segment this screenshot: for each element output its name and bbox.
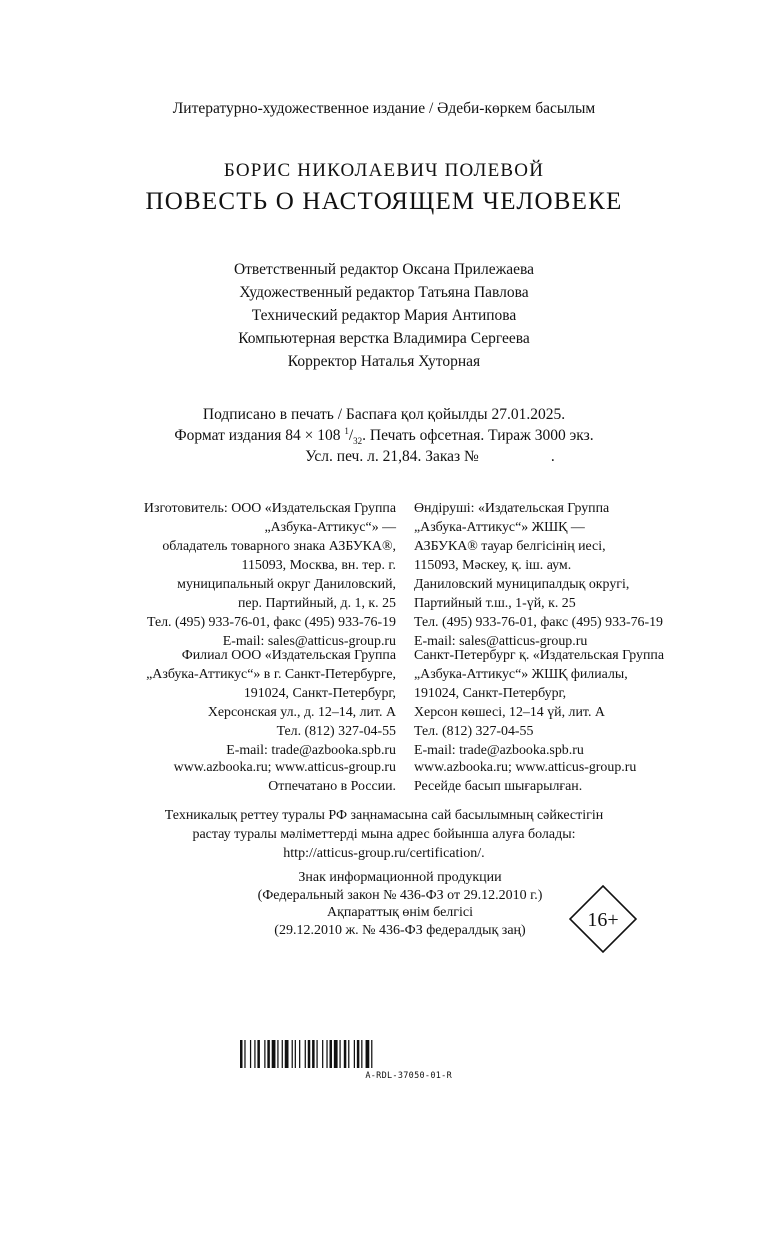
address-line: Партийный т.ш., 1-үй, к. 25 bbox=[414, 596, 576, 611]
barcode-bar bbox=[305, 1040, 306, 1068]
info-line: (29.12.2010 ж. № 436-ФЗ федералдық заң) bbox=[274, 922, 526, 938]
barcode-bar bbox=[366, 1040, 370, 1068]
format-sub: 32 bbox=[353, 436, 363, 447]
address-line: 115093, Мәскеу, қ. іш. аум. bbox=[414, 558, 572, 573]
branch-ru bbox=[80, 646, 396, 760]
barcode-bar bbox=[334, 1040, 338, 1068]
manufacturer-ru bbox=[80, 499, 396, 651]
tech-regulation bbox=[0, 806, 768, 863]
barcode-bar bbox=[348, 1040, 349, 1068]
address-line: Филиал ООО «Издательская Группа bbox=[181, 648, 396, 663]
barcode-bar bbox=[285, 1040, 289, 1068]
barcode-bar bbox=[272, 1040, 276, 1068]
certification-url: http://atticus-group.ru/certification/. bbox=[283, 846, 485, 861]
address-line: „Азбука-Аттикус“» ЖШҚ филиалы, bbox=[414, 667, 628, 682]
address-line: 191024, Санкт-Петербург, bbox=[243, 686, 396, 701]
barcode-bar bbox=[361, 1040, 362, 1068]
format-line bbox=[0, 425, 768, 446]
address-line: муниципальный округ Даниловский, bbox=[177, 577, 396, 592]
address-line: „Азбука-Аттикус“» в г. Санкт-Петербурге, bbox=[146, 667, 396, 682]
barcode-bar bbox=[308, 1040, 311, 1068]
branch-kz bbox=[414, 646, 714, 760]
barcode-bar bbox=[326, 1040, 327, 1068]
tech-line: Техникалық реттеу туралы РФ заңнамасына сай басылымның сәйкестігін bbox=[164, 808, 604, 823]
signed-line: Подписано в печать / Баспаға қол қойылды 27.01.2025. bbox=[202, 406, 566, 423]
barcode-bar bbox=[240, 1040, 243, 1068]
barcode-bar bbox=[254, 1040, 255, 1068]
volume-text: Усл. печ. л. 21,84. Заказ № bbox=[305, 448, 479, 465]
volume-line bbox=[46, 446, 768, 467]
barcode-bar bbox=[354, 1040, 355, 1068]
address-line: Тел. (812) 327-04-55 bbox=[276, 724, 396, 739]
address-line: Изготовитель: ООО «Издательская Группа bbox=[143, 501, 396, 516]
credit-line: Корректор Наталья Хуторная bbox=[287, 353, 481, 370]
credit-line: Ответственный редактор Оксана Прилежаева bbox=[233, 261, 535, 278]
address-line: Даниловский муниципалдық округі, bbox=[414, 577, 630, 592]
manufacturer-kz bbox=[414, 499, 714, 651]
format-suffix: . Печать офсетная. Тираж 3000 экз. bbox=[362, 427, 594, 444]
print-info bbox=[0, 404, 768, 467]
barcode-bar bbox=[344, 1040, 347, 1068]
printed-in-line: Ресейде басып шығарылған. bbox=[414, 779, 583, 794]
website-line: www.azbooka.ru; www.atticus-group.ru bbox=[414, 760, 637, 775]
barcode-code: A-RDL-37050-01-R bbox=[365, 1071, 452, 1081]
address-line: „Азбука-Аттикус“» — bbox=[264, 520, 396, 535]
barcode-bar bbox=[312, 1040, 315, 1068]
age-rating: 16+ bbox=[587, 909, 619, 931]
barcode-bar bbox=[322, 1040, 323, 1068]
address-line: Санкт-Петербург қ. «Издательская Группа bbox=[414, 648, 665, 663]
barcode-bar bbox=[316, 1040, 317, 1068]
website-line: www.azbooka.ru; www.atticus-group.ru bbox=[173, 760, 396, 775]
info-line: (Федеральный закон № 436-ФЗ от 29.12.2010 г.) bbox=[257, 887, 543, 903]
address-line: Херсонская ул., д. 12–14, лит. А bbox=[207, 705, 396, 720]
credit-line: Компьютерная верстка Владимира Сергеева bbox=[238, 330, 530, 347]
format-sep: / bbox=[348, 427, 354, 444]
barcode-bar bbox=[339, 1040, 340, 1068]
address-line: E-mail: sales@atticus-group.ru bbox=[222, 634, 396, 649]
barcode-bar bbox=[267, 1040, 270, 1068]
barcode-bar bbox=[295, 1040, 296, 1068]
volume-end: . bbox=[550, 448, 555, 465]
address-line: 191024, Санкт-Петербург, bbox=[414, 686, 567, 701]
barcode-bar bbox=[264, 1040, 265, 1068]
info-line: Ақпараттық өнім белгісі bbox=[326, 905, 474, 920]
address-line: E-mail: trade@azbooka.spb.ru bbox=[226, 743, 396, 758]
credits-block bbox=[0, 258, 768, 373]
barcode-bar bbox=[282, 1040, 283, 1068]
address-line: обладатель товарного знака АЗБУКА®, bbox=[162, 539, 396, 554]
printed-in-line: Отпечатано в России. bbox=[268, 779, 396, 794]
barcode-bar bbox=[371, 1040, 372, 1068]
footer-ru bbox=[80, 758, 396, 796]
series-line: Литературно-художественное издание / Әдеби-көркем басылым bbox=[172, 100, 596, 117]
address-line: Тел. (495) 933-76-01, факс (495) 933-76-19 bbox=[146, 615, 396, 630]
format-sup: 1 bbox=[344, 425, 349, 436]
address-line: 115093, Москва, вн. тер. г. bbox=[241, 558, 396, 573]
info-sign bbox=[210, 869, 590, 939]
credit-line: Технический редактор Мария Антипова bbox=[251, 307, 517, 324]
tech-line: растау туралы мәліметтерді мына адрес бойынша алуға болады: bbox=[192, 827, 576, 842]
barcode-bar bbox=[257, 1040, 260, 1068]
author-name: БОРИС НИКОЛАЕВИЧ ПОЛЕВОЙ bbox=[223, 160, 545, 181]
credit-line: Художественный редактор Татьяна Павлова bbox=[239, 284, 529, 301]
barcode-bar bbox=[244, 1040, 245, 1068]
address-line: Тел. (495) 933-76-01, факс (495) 933-76-19 bbox=[414, 615, 664, 630]
barcode-bar bbox=[250, 1040, 251, 1068]
barcode-bar bbox=[330, 1040, 333, 1068]
address-line: Өндіруші: «Издательская Группа bbox=[414, 501, 610, 516]
barcode-bar bbox=[357, 1040, 360, 1068]
address-line: АЗБУКА® тауар белгісінің иесі, bbox=[414, 539, 606, 554]
address-line: Тел. (812) 327-04-55 bbox=[414, 724, 534, 739]
address-line: Херсон көшесі, 12–14 үй, лит. А bbox=[414, 705, 605, 720]
barcode-bar bbox=[299, 1040, 300, 1068]
footer-kz bbox=[414, 758, 714, 796]
info-line: Знак информационной продукции bbox=[298, 870, 502, 885]
address-line: „Азбука-Аттикус“» ЖШҚ — bbox=[414, 520, 585, 535]
barcode-bar bbox=[292, 1040, 293, 1068]
book-title: ПОВЕСТЬ О НАСТОЯЩЕМ ЧЕЛОВЕКЕ bbox=[145, 188, 623, 215]
address-line: E-mail: trade@azbooka.spb.ru bbox=[414, 743, 584, 758]
age-rating-badge bbox=[569, 885, 637, 953]
barcode-bar bbox=[277, 1040, 278, 1068]
format-prefix: Формат издания 84 × 108 bbox=[174, 427, 345, 444]
address-line: E-mail: sales@atticus-group.ru bbox=[414, 634, 588, 649]
barcode bbox=[240, 1040, 452, 1068]
address-line: пер. Партийный, д. 1, к. 25 bbox=[237, 596, 396, 611]
